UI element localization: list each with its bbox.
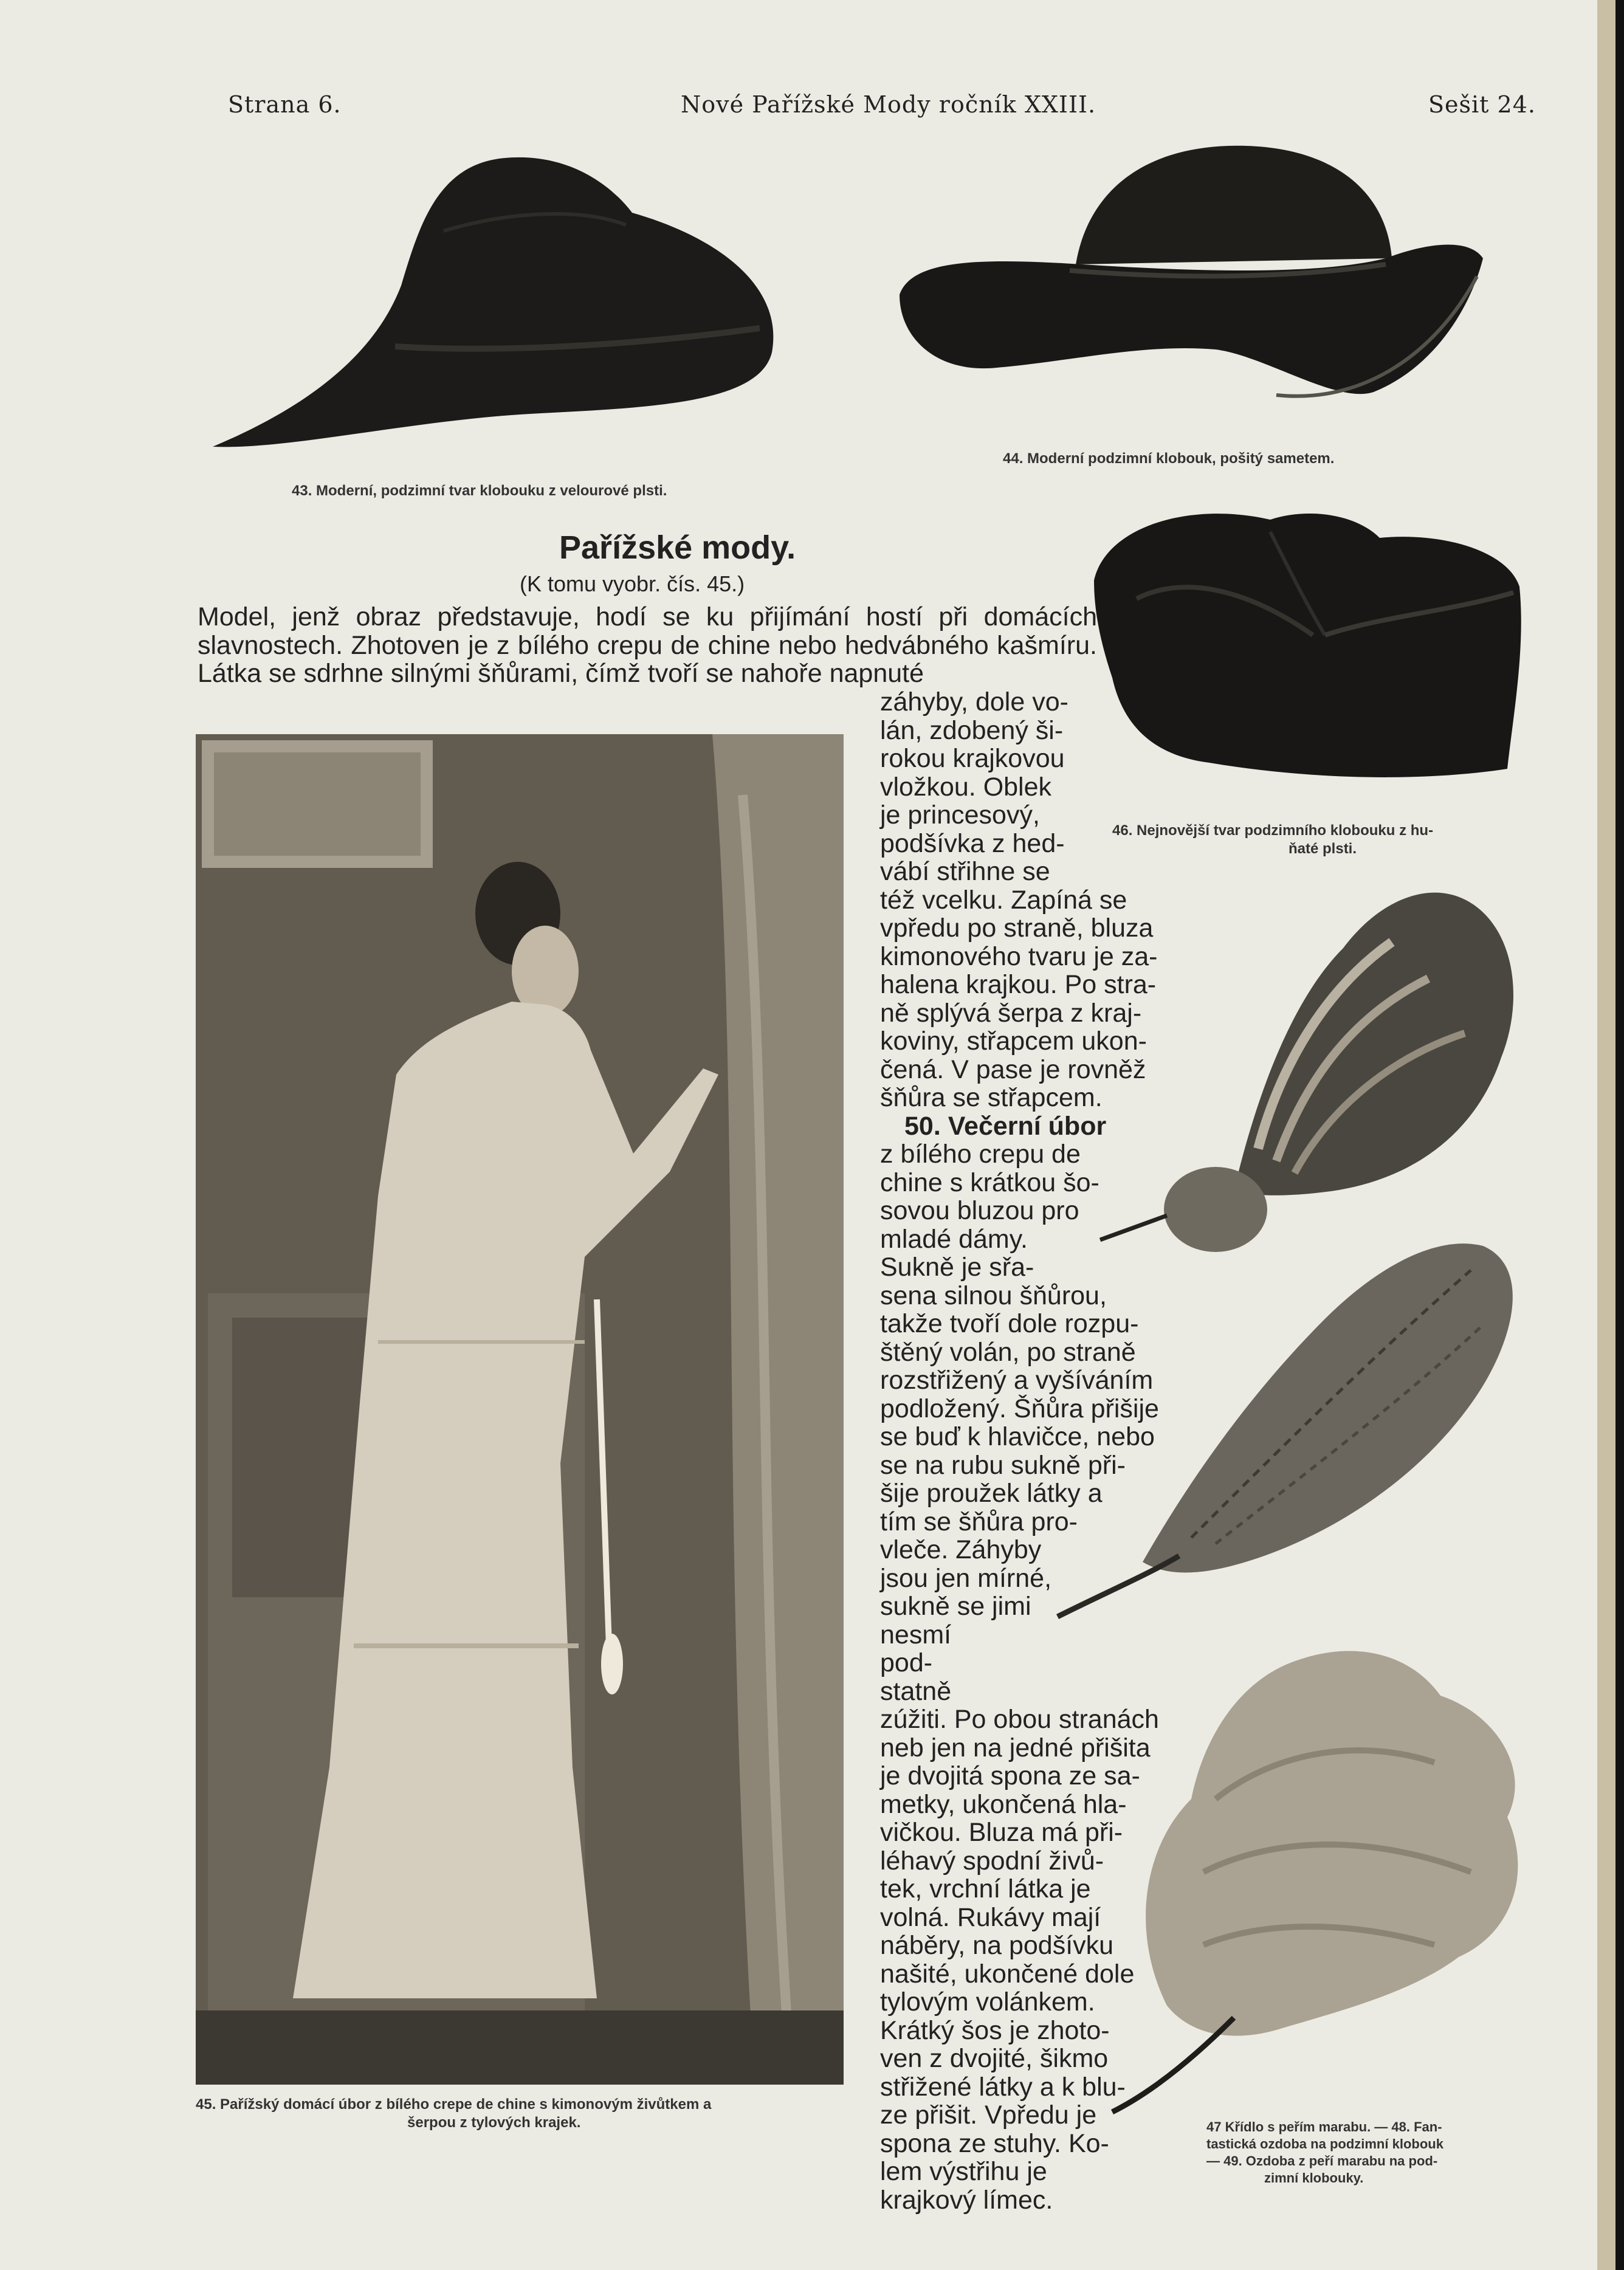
column-line: vábí střihne se xyxy=(880,857,1050,886)
issue-number: Sešit 24. xyxy=(1428,91,1536,118)
column-line: statně xyxy=(880,1676,952,1706)
hat-43-image xyxy=(201,146,802,462)
column-line: halena krajkou. Po stra- xyxy=(880,970,1157,999)
article-title: Pařížské mody. xyxy=(559,529,796,566)
column-line: se buď k hlavičce, nebo xyxy=(880,1422,1155,1451)
column-line: sena silnou šňůrou, xyxy=(880,1281,1107,1310)
column-line: je princesový, xyxy=(880,800,1040,830)
column-line: nesmí xyxy=(880,1620,952,1649)
column-line: tím se šňůra pro- xyxy=(880,1507,1078,1536)
column-line: vleče. Záhyby xyxy=(880,1535,1042,1564)
figures-47-49-caption-line-4: zimní klobouky. xyxy=(1264,2170,1364,2186)
column-line: též vcelku. Zapíná se xyxy=(880,885,1127,915)
column-line: náběry, na podšívku xyxy=(880,1931,1114,1960)
page-edge xyxy=(1597,0,1624,2270)
figure-46-caption-line-2: ňaté plsti. xyxy=(1289,841,1357,857)
column-line: Sukně je sřa- xyxy=(880,1253,1034,1282)
column-line: podšívka z hed- xyxy=(880,828,1065,858)
page-number: Strana 6. xyxy=(228,91,342,118)
article-subtitle: (K tomu vyobr. čís. 45.) xyxy=(520,571,745,596)
column-line: lán, zdobený ši- xyxy=(880,715,1064,745)
column-line: štěný volán, po straně xyxy=(880,1337,1136,1367)
column-line: spona ze stuhy. Ko- xyxy=(880,2128,1109,2158)
column-line: vičkou. Bluza má při- xyxy=(880,1818,1123,1847)
figure-46-caption-line-1: 46. Nejnovější tvar podzimního klobouku z hu- xyxy=(1112,822,1434,839)
figures-47-49-caption-line-2: tastická ozdoba na podzimní klobouk xyxy=(1206,2136,1443,2151)
column-line: čená. V pase je rovněž xyxy=(880,1054,1146,1084)
column-line: je dvojitá spona ze sa- xyxy=(880,1761,1140,1790)
column-line: podložený. Šňůra přišije xyxy=(880,1394,1159,1423)
column-line: vložkou. Oblek xyxy=(880,772,1052,802)
column-line: ze přišit. Vpředu je xyxy=(880,2100,1097,2130)
photograph-figure-45 xyxy=(196,734,844,2085)
column-line: chine s krátkou šo- xyxy=(880,1168,1099,1197)
feather-wing-47-image xyxy=(1076,875,1538,1264)
column-line: jsou jen mírné, xyxy=(880,1563,1052,1593)
hat-44-image xyxy=(887,137,1489,416)
column-line: rozstřižený a vyšíváním xyxy=(880,1366,1154,1395)
column-line: zúžiti. Po obou stranách xyxy=(880,1705,1159,1734)
feather-ornament-49-image xyxy=(1094,1617,1556,2121)
figures-47-49-caption-line-1: 47 Křídlo s peřím marabu. — 48. Fan- xyxy=(1206,2119,1442,2134)
feather-ornament-48-image xyxy=(1033,1222,1568,1635)
column-line: kimonového tvaru je za- xyxy=(880,941,1158,971)
column-line: koviny, střapcem ukon- xyxy=(880,1027,1147,1056)
photograph-scene xyxy=(196,734,844,2085)
column-line: se na rubu sukně při- xyxy=(880,1450,1126,1480)
column-line: léhavý spodní živů- xyxy=(880,1846,1104,1876)
column-line: z bílého crepu de xyxy=(880,1140,1081,1169)
column-line: rokou krajkovou xyxy=(880,744,1065,773)
column-line: krajkový límec. xyxy=(880,2185,1053,2215)
column-line: záhyby, dole vo- xyxy=(880,687,1068,717)
column-line: mladé dámy. xyxy=(880,1224,1028,1254)
column-line: sukně se jimi xyxy=(880,1592,1031,1621)
column-line: 50. Večerní úbor xyxy=(904,1111,1107,1141)
column-line: střižené látky a k blu- xyxy=(880,2072,1126,2102)
column-line: lem výstřihu je xyxy=(880,2157,1047,2186)
column-line: šňůra se střapcem. xyxy=(880,1083,1103,1112)
column-line: volná. Rukávy mají xyxy=(880,1902,1101,1932)
column-line: tylovým volánkem. xyxy=(880,1987,1095,2017)
figure-43-caption: 43. Moderní, podzimní tvar klobouku z velourové plsti. xyxy=(292,483,667,499)
column-line: neb jen na jedné přišita xyxy=(880,1733,1151,1763)
figure-45-caption-line-2: šerpou z tylových krajek. xyxy=(407,2114,581,2131)
figure-45-caption-line-1: 45. Pařížský domácí úbor z bílého crepe de chine s kimonovým živůtkem a xyxy=(196,2096,712,2113)
column-line: metky, ukončená hla- xyxy=(880,1789,1127,1819)
column-line: takže tvoří dole rozpu- xyxy=(880,1309,1139,1338)
column-line: šije proužek látky a xyxy=(880,1479,1103,1508)
figure-44-caption: 44. Moderní podzimní klobouk, pošitý sametem. xyxy=(1003,450,1335,467)
column-line: ně splývá šerpa z kraj- xyxy=(880,998,1142,1028)
figures-47-49-caption-line-3: — 49. Ozdoba z peří marabu na pod- xyxy=(1206,2153,1438,2169)
column-line: tek, vrchní látka je xyxy=(880,1874,1091,1904)
column-line: Krátký šos je zhoto- xyxy=(880,2015,1110,2045)
column-line: ven z dvojité, šikmo xyxy=(880,2044,1109,2073)
column-line: vpředu po straně, bluza xyxy=(880,913,1154,943)
article-intro-paragraph: Model, jenž obraz představuje, hodí se ku přijímání hostí při domácích slavnostech. Zhotoven je z bílého crepu de chine nebo hedvábného kašmíru. Látka se sdrhne silnými šňůrami, čímž tvoří se nahoře napnuté xyxy=(198,602,1097,688)
column-line: sovou bluzou pro xyxy=(880,1196,1079,1225)
column-line: našité, ukončené dole xyxy=(880,1959,1135,1989)
column-line: pod- xyxy=(880,1648,933,1677)
magazine-title: Nové Pařížské Mody ročník XXIII. xyxy=(681,91,1096,118)
